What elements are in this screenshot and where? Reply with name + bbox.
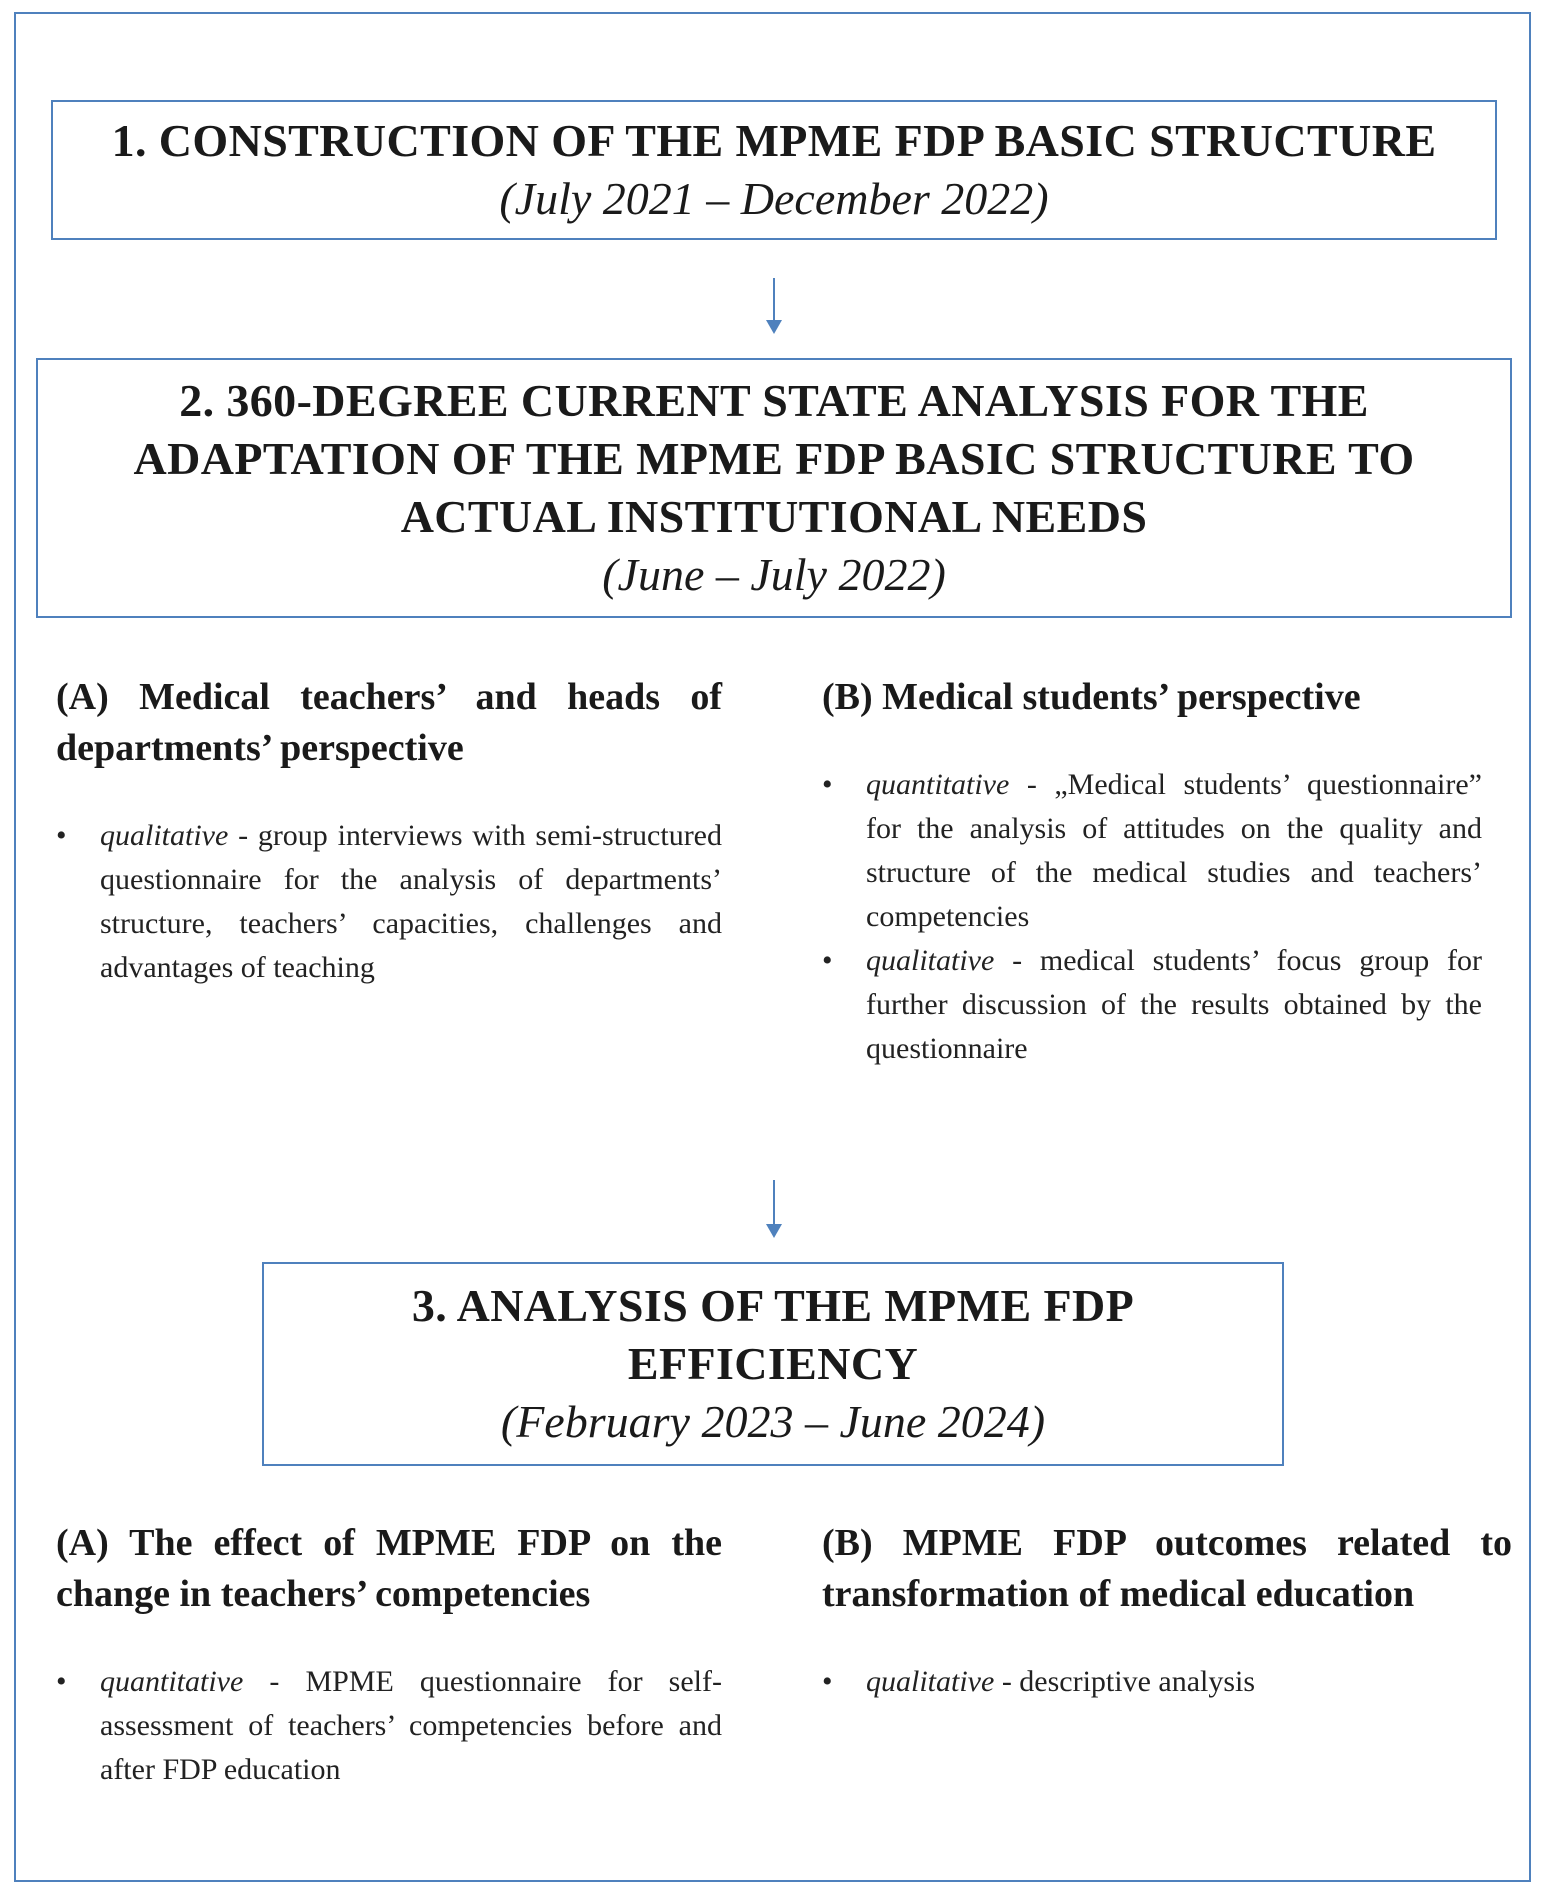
stage-2-dates: (June – July 2022) bbox=[602, 549, 946, 600]
method-type: quantitative bbox=[100, 1665, 244, 1698]
list-item bbox=[822, 939, 1482, 1071]
down-arrow-icon bbox=[764, 1180, 784, 1238]
bullet-icon: • bbox=[56, 1665, 67, 1698]
list-item bbox=[822, 763, 1482, 939]
bullet-icon: • bbox=[822, 944, 833, 977]
stage-1-box bbox=[51, 100, 1497, 240]
stage-2-box bbox=[36, 358, 1512, 618]
method-type: quantitative bbox=[866, 768, 1010, 801]
method-type: qualitative bbox=[866, 944, 995, 977]
list-item bbox=[56, 1660, 722, 1792]
bullet-icon: • bbox=[56, 819, 67, 852]
stage-3-title-line: EFFICIENCY bbox=[627, 1338, 919, 1389]
stage-3-a-list bbox=[56, 1660, 722, 1792]
method-type: qualitative bbox=[866, 1665, 995, 1698]
stage-3-title-line: 3. ANALYSIS OF THE MPME FDP bbox=[411, 1280, 1135, 1331]
method-description: - group interviews with semi-structured questionnaire for the analysis of departments’ structure, teachers’ capacities, challenges and advantages of teaching bbox=[100, 819, 722, 984]
method-description: - MPME questionnaire for self-assessment of teachers’ competencies before and after FDP education bbox=[100, 1665, 722, 1786]
stage-2-title-line: ACTUAL INSTITUTIONAL NEEDS bbox=[400, 491, 1148, 542]
method-description: - descriptive analysis bbox=[994, 1665, 1256, 1698]
method-type: qualitative bbox=[100, 819, 229, 852]
stage-2-title-line: ADAPTATION OF THE MPME FDP BASIC STRUCTURE TO bbox=[133, 433, 1415, 484]
method-description: - medical students’ focus group for further discussion of the results obtained by the questionnaire bbox=[866, 944, 1482, 1065]
stage-2-column-a bbox=[56, 672, 722, 990]
stage-2-b-heading: (B) Medical students’ perspective bbox=[822, 676, 1361, 718]
stage-3-column-a bbox=[56, 1518, 722, 1792]
stage-2-a-list bbox=[56, 814, 722, 990]
stage-3-box bbox=[262, 1262, 1284, 1466]
bullet-icon: • bbox=[822, 1665, 833, 1698]
list-item bbox=[56, 814, 722, 990]
stage-2-column-b bbox=[822, 672, 1482, 1071]
stage-1-title: 1. CONSTRUCTION OF THE MPME FDP BASIC STRUCTURE bbox=[111, 115, 1437, 166]
list-item bbox=[822, 1660, 1512, 1704]
stage-1-dates: (July 2021 – December 2022) bbox=[499, 173, 1049, 224]
bullet-icon: • bbox=[822, 768, 833, 801]
stage-2-a-heading: (A) Medical teachers’ and heads of departments’ perspective bbox=[56, 676, 722, 769]
stage-3-b-heading: (B) MPME FDP outcomes related to transformation of medical education bbox=[822, 1522, 1512, 1615]
stage-3-b-list bbox=[822, 1660, 1512, 1704]
stage-3-a-heading: (A) The effect of MPME FDP on the change in teachers’ competencies bbox=[56, 1522, 722, 1615]
stage-2-b-list bbox=[822, 763, 1482, 1071]
stage-3-column-b bbox=[822, 1518, 1512, 1704]
stage-2-title-line: 2. 360-DEGREE CURRENT STATE ANALYSIS FOR THE bbox=[179, 375, 1369, 426]
down-arrow-icon bbox=[764, 278, 784, 334]
stage-3-dates: (February 2023 – June 2024) bbox=[500, 1396, 1046, 1447]
method-description: - „Medical students’ questionnaire” for the analysis of attitudes on the quality and structure of the medical studies and teachers’ competencies bbox=[866, 768, 1482, 933]
